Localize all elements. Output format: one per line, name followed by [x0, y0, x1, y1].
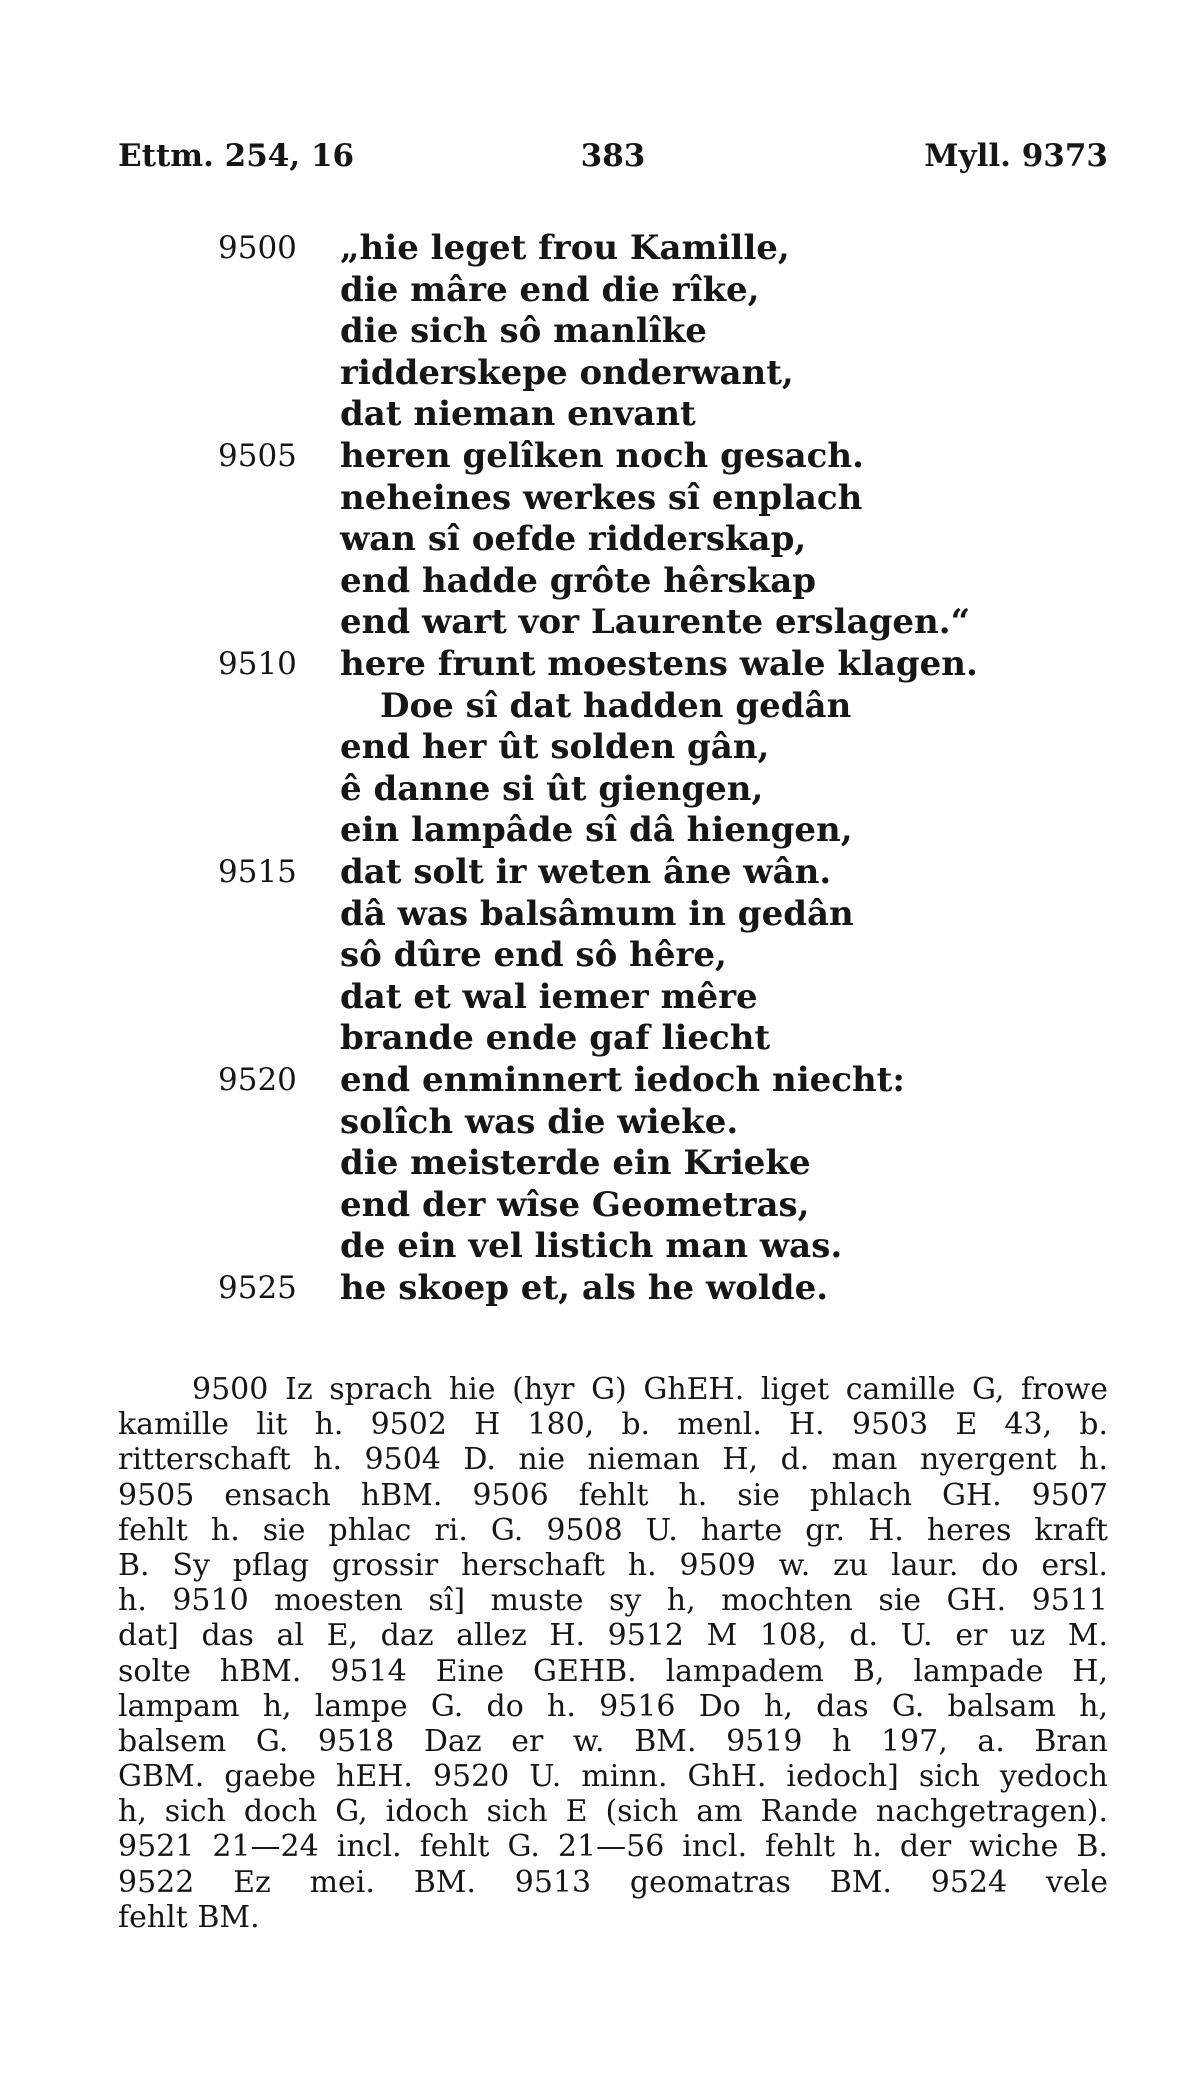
apparatus-line: 9522 Ez mei. BM. 9513 geomatras BM. 9524 vele	[118, 1864, 1108, 1900]
page-number: 383	[580, 138, 646, 174]
verse-text: solîch was die wieke.	[340, 1101, 739, 1142]
header-left-reference: Ettm. 254, 16	[118, 138, 355, 174]
apparatus-line: 9521 21—24 incl. fehlt G. 21—56 incl. fehlt h. der wiche B.	[118, 1829, 1108, 1865]
verse-number: 9505	[218, 438, 297, 474]
verse-text: heren gelîken noch gesach.	[340, 436, 864, 476]
verse-number: 9515	[218, 854, 297, 890]
apparatus-line: B. Sy pflag grossir herschaft h. 9509 w. zu laur. do ersl.	[118, 1547, 1108, 1583]
critical-apparatus	[118, 1372, 1108, 1935]
verse-text: sô dûre end sô hêre,	[340, 935, 727, 976]
verse-text: wan sî oefde ridderskap,	[340, 519, 807, 560]
verse-text: de ein vel listich man was.	[340, 1226, 843, 1267]
verse-text: Doe sî dat hadden gedân	[380, 685, 852, 726]
apparatus-line: solte hBM. 9514 Eine GEHB. lampadem B, lampade H,	[118, 1653, 1108, 1689]
verse-text: end her ût solden gân,	[340, 727, 770, 768]
running-header	[118, 138, 1108, 178]
apparatus-line: ritterschaft h. 9504 D. nie nieman H, d. man nyergent h.	[118, 1442, 1108, 1478]
verse-number: 9520	[218, 1062, 297, 1098]
apparatus-line: h, sich doch G, idoch sich E (sich am Rande nachgetragen).	[118, 1794, 1108, 1830]
verse-text: dâ was balsâmum in gedân	[340, 893, 854, 934]
verse-text: „hie leget frou Kamille,	[340, 228, 790, 268]
verse-text: end enminnert iedoch niecht:	[340, 1060, 905, 1100]
apparatus-line: dat] das al E, daz allez H. 9512 M 108, d. U. er uz M.	[118, 1618, 1108, 1654]
verse-text: die meisterde ein Krieke	[340, 1143, 811, 1184]
verse-text: brande ende gaf liecht	[340, 1018, 771, 1059]
verse-text: end der wîse Geometras,	[340, 1184, 810, 1225]
verse-number: 9525	[218, 1270, 297, 1306]
verse-text: dat nieman envant	[340, 394, 696, 435]
apparatus-line: fehlt BM.	[118, 1899, 260, 1935]
apparatus-line: lampam h, lampe G. do h. 9516 Do h, das G. balsam h,	[118, 1688, 1108, 1724]
verse-text: neheines werkes sî enplach	[340, 477, 863, 518]
verse-text: dat solt ir weten âne wân.	[340, 852, 832, 892]
verse-text: die mâre end die rîke,	[340, 269, 760, 310]
verse-text: end hadde grôte hêrskap	[340, 560, 817, 601]
verse-text: die sich sô manlîke	[340, 311, 707, 352]
apparatus-line: GBM. gaebe hEH. 9520 U. minn. GhH. iedoch] sich yedoch	[118, 1759, 1108, 1795]
apparatus-line: 9505 ensach hBM. 9506 fehlt h. sie phlach GH. 9507	[118, 1477, 1108, 1513]
verse-text: he skoep et, als he wolde.	[340, 1268, 829, 1308]
apparatus-line: kamille lit h. 9502 H 180, b. menl. H. 9503 E 43, b.	[118, 1407, 1108, 1443]
header-right-reference: Myll. 9373	[924, 138, 1108, 174]
verse-text: ridderskepe onderwant,	[340, 352, 794, 393]
apparatus-line: fehlt h. sie phlac ri. G. 9508 U. harte gr. H. heres kraft	[118, 1512, 1108, 1548]
apparatus-line: balsem G. 9518 Daz er w. BM. 9519 h 197, a. Bran	[118, 1723, 1108, 1759]
apparatus-line: 9500 Iz sprach hie (hyr G) GhEH. liget camille G, frowe	[192, 1372, 1108, 1407]
verse-number: 9510	[218, 646, 297, 682]
verse-number: 9500	[218, 230, 297, 266]
verse-text: ê danne si ût giengen,	[340, 768, 764, 809]
verse-text: dat et wal iemer mêre	[340, 976, 758, 1017]
verse-text: here frunt moestens wale klagen.	[340, 644, 978, 684]
apparatus-line: h. 9510 moesten sî] muste sy h, mochten sie GH. 9511	[118, 1583, 1108, 1619]
verse-text: ein lampâde sî dâ hiengen,	[340, 810, 853, 851]
verse-text: end wart vor Laurente erslagen.“	[340, 602, 971, 643]
